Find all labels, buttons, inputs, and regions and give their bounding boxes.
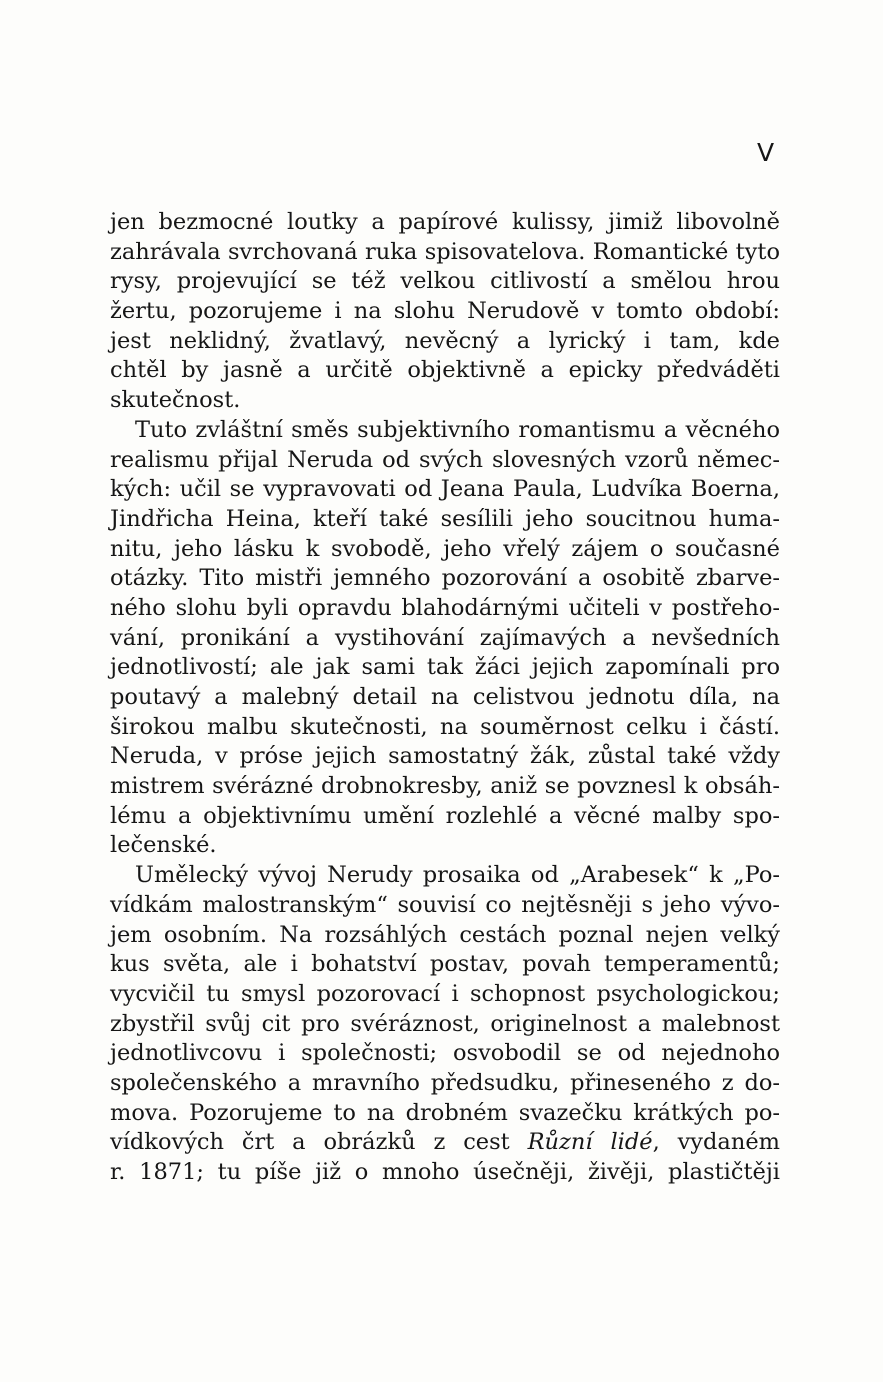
text-line: otázky. Tito mistři jemného pozorování a osobitě zbarve- [110, 565, 780, 592]
paragraph-2 [110, 416, 780, 861]
text-line: Jindřicha Heina, kteří také sesílili jeho soucitnou huma- [110, 505, 780, 532]
page-number: V [757, 138, 775, 167]
text-line: lému a objektivnímu umění rozlehlé a věcné malby spo- [110, 802, 780, 829]
text-line-with-title [110, 1128, 780, 1158]
text-segment: , vydaném [652, 1129, 780, 1156]
text-line: širokou malbu skutečnosti, na souměrnost celku i částí. [110, 713, 780, 740]
text-line: jednotlivostí; ale jak sami tak žáci jejich zapomínali pro [110, 654, 780, 681]
text-line: žertu, pozorujeme i na slohu Nerudově v tomto období: [110, 298, 780, 325]
text-line: Umělecký vývoj Nerudy prosaika od „Arabesek“ k „Po- [135, 862, 780, 889]
paragraph-3 [110, 861, 780, 1188]
text-line: vídkám malostranským“ souvisí co nejtěsněji s jeho vývo- [110, 891, 780, 918]
text-line: Tuto zvláštní směs subjektivního romantismu a věcného [135, 416, 780, 443]
text-line: skutečnost. [110, 387, 241, 414]
book-title: Různí lidé [527, 1129, 653, 1156]
text-line: vycvičil tu smysl pozorovací i schopnost psychologickou; [110, 980, 780, 1007]
text-line: jest neklidný, žvatlavý, nevěcný a lyrický i tam, kde [110, 327, 780, 354]
text-line: poutavý a malebný detail na celistvou jednotu díla, na [110, 684, 780, 710]
text-line: kus světa, ale i bohatství postav, povah temperamentů; [110, 951, 780, 978]
text-line: jednotlivcovu i společnosti; osvobodil se od nejednoho [110, 1040, 780, 1067]
text-line: mistrem svérázné drobnokresby, aniž se povznesl k obsáh- [110, 773, 780, 800]
text-line: vání, pronikání a vystihování zajímavých a nevšedních [110, 624, 780, 651]
text-line: r. 1871; tu píše již o mnoho úsečněji, živěji, plastičtěji [110, 1159, 780, 1185]
text-line: realismu přijal Neruda od svých slovesných vzorů němec- [110, 446, 780, 473]
text-line: chtěl by jasně a určitě objektivně a epicky předváděti [110, 357, 780, 384]
text-line: mova. Pozorujeme to na drobném svazečku krátkých po- [110, 1099, 780, 1126]
text-segment: vídkových črt a obrázků z cest [110, 1129, 510, 1156]
text-line: rysy, projevující se též velkou citlivostí a smělou hrou [110, 268, 780, 295]
text-line: nitu, jeho lásku k svobodě, jeho vřelý zájem o současné [110, 535, 780, 562]
text-line: zahrávala svrchovaná ruka spisovatelova. Romantické tyto [110, 238, 780, 265]
text-line: zbystřil svůj cit pro svéráznost, originelnost a malebnost [110, 1010, 780, 1037]
text-line: ného slohu byli opravdu blahodárnými učiteli v postřeho- [110, 594, 780, 621]
text-line: jem osobním. Na rozsáhlých cestách poznal nejen velký [110, 921, 780, 948]
text-line: lečenské. [110, 832, 217, 859]
text-line: jen bezmocné loutky a papírové kulissy, jimiž libovolně [110, 209, 780, 235]
text-line: kých: učil se vypravovati od Jeana Paula, Ludvíka Boerna, [110, 476, 780, 503]
page-body [110, 208, 780, 1188]
text-line: společenského a mravního předsudku, přineseného z do- [110, 1069, 780, 1096]
text-line: Neruda, v próse jejich samostatný žák, zůstal také vždy [110, 743, 780, 770]
paragraph-1 [110, 208, 780, 416]
